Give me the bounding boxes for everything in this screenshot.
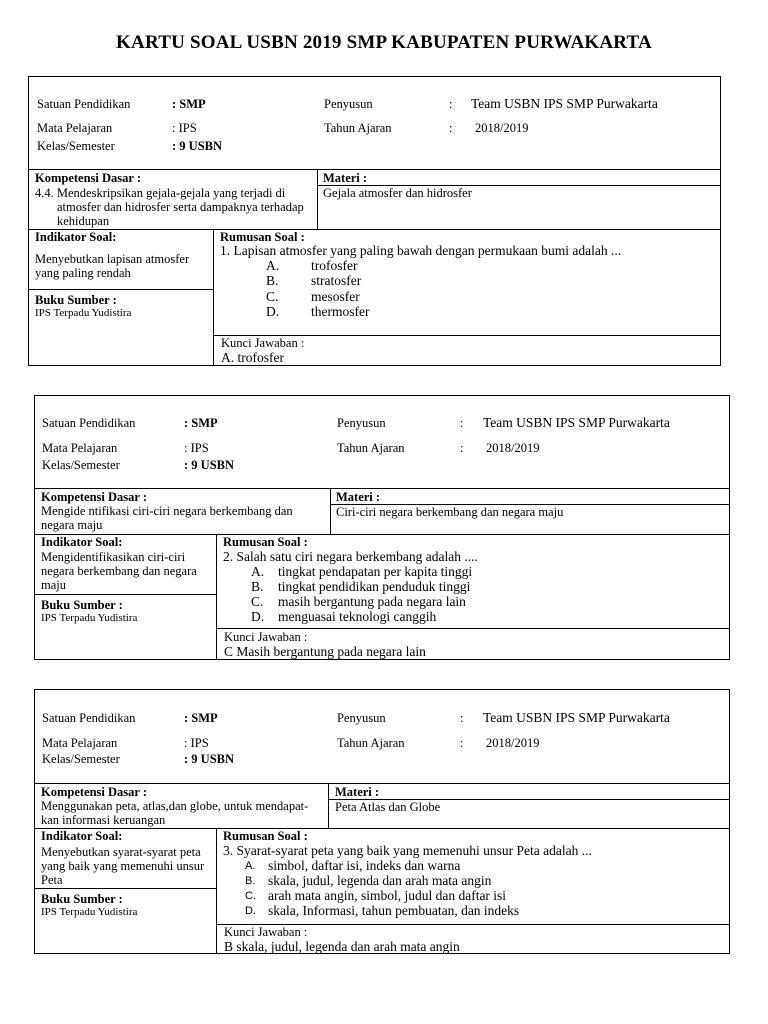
rumusan-soal-label: Rumusan Soal : bbox=[220, 230, 305, 244]
buku-sumber-label: Buku Sumber : bbox=[41, 598, 123, 612]
rumusan-soal-label: Rumusan Soal : bbox=[223, 829, 308, 843]
penyusun-value: Team USBN IPS SMP Purwakarta bbox=[483, 710, 670, 725]
mata-pelajaran-value: : IPS bbox=[184, 736, 209, 750]
buku-sumber-label: Buku Sumber : bbox=[41, 892, 123, 906]
option-text: stratosfer bbox=[311, 273, 362, 288]
penyusun-colon: : bbox=[460, 416, 464, 430]
penyusun-colon: : bbox=[460, 711, 464, 725]
indikator-soal-label: Indikator Soal: bbox=[35, 230, 117, 244]
option-letter: D. bbox=[245, 905, 256, 917]
tahun-ajaran-label: Tahun Ajaran bbox=[337, 441, 405, 455]
tahun-ajaran-label: Tahun Ajaran bbox=[324, 121, 392, 135]
option-text: mesosfer bbox=[311, 289, 360, 304]
option-letter: D. bbox=[266, 304, 280, 319]
kompetensi-dasar-label: Kompetensi Dasar : bbox=[41, 490, 148, 504]
question-card-2 bbox=[34, 395, 730, 660]
option-letter: D. bbox=[251, 609, 265, 624]
kunci-jawaban-text: B skala, judul, legenda dan arah mata angin bbox=[224, 939, 460, 954]
kompetensi-dasar-label: Kompetensi Dasar : bbox=[35, 171, 142, 185]
tahun-ajaran-value: 2018/2019 bbox=[486, 736, 540, 750]
kelas-semester-label: Kelas/Semester bbox=[42, 458, 120, 472]
kelas-semester-value: : 9 USBN bbox=[184, 458, 235, 472]
option-letter: B. bbox=[245, 875, 256, 887]
satuan-pendidikan-value: : SMP bbox=[184, 711, 218, 725]
kunci-jawaban-text: A. trofosfer bbox=[221, 350, 284, 365]
kompetensi-dasar-text: Menggunakan peta, atlas,dan globe, untuk mendapat-kan informasi keruangan bbox=[41, 799, 309, 827]
kompetensi-dasar-label: Kompetensi Dasar : bbox=[41, 785, 148, 799]
option-letter: C. bbox=[245, 890, 256, 902]
satuan-pendidikan-label: Satuan Pendidikan bbox=[37, 97, 131, 111]
option-letter: C. bbox=[251, 594, 264, 609]
page-title: KARTU SOAL USBN 2019 SMP KABUPATEN PURWAKARTA bbox=[116, 32, 652, 53]
option-text: arah mata angin, simbol, judul dan daftar isi bbox=[268, 888, 507, 903]
kunci-jawaban-label: Kunci Jawaban : bbox=[224, 630, 308, 644]
option-letter: A. bbox=[245, 860, 256, 872]
mata-pelajaran-value: : IPS bbox=[172, 121, 197, 135]
mata-pelajaran-label: Mata Pelajaran bbox=[42, 736, 118, 750]
buku-sumber-label: Buku Sumber : bbox=[35, 293, 117, 307]
indikator-soal-text: Menyebutkan syarat-syarat peta yang baik yang memenuhi unsur Peta bbox=[41, 845, 205, 887]
option-text: simbol, daftar isi, indeks dan warna bbox=[268, 858, 461, 873]
option-text: masih bergantung pada negara lain bbox=[278, 594, 466, 609]
kunci-jawaban-label: Kunci Jawaban : bbox=[221, 336, 305, 350]
penyusun-label: Penyusun bbox=[337, 416, 386, 430]
tahun-ajaran-value: 2018/2019 bbox=[475, 121, 529, 135]
tahun-ajaran-colon: : bbox=[460, 736, 464, 750]
penyusun-value: Team USBN IPS SMP Purwakarta bbox=[483, 415, 670, 430]
materi-text: Ciri-ciri negara berkembang dan negara maju bbox=[336, 505, 564, 519]
buku-sumber-text: IPS Terpadu Yudistira bbox=[35, 307, 132, 319]
materi-label: Materi : bbox=[323, 171, 368, 185]
satuan-pendidikan-value: : SMP bbox=[184, 416, 218, 430]
indikator-soal-label: Indikator Soal: bbox=[41, 829, 123, 843]
tahun-ajaran-colon: : bbox=[449, 121, 453, 135]
kelas-semester-value: : 9 USBN bbox=[184, 752, 235, 766]
buku-sumber-text: IPS Terpadu Yudistira bbox=[41, 612, 138, 624]
materi-label: Materi : bbox=[336, 490, 381, 504]
option-text: tingkat pendapatan per kapita tinggi bbox=[278, 564, 473, 579]
indikator-soal-label: Indikator Soal: bbox=[41, 535, 123, 549]
question-text: 2. Salah satu ciri negara berkembang adalah .... bbox=[223, 549, 478, 564]
mata-pelajaran-label: Mata Pelajaran bbox=[37, 121, 113, 135]
question-card-1 bbox=[28, 76, 721, 366]
question-text: 1. Lapisan atmosfer yang paling bawah dengan permukaan bumi adalah ... bbox=[220, 243, 622, 258]
buku-sumber-text: IPS Terpadu Yudistira bbox=[41, 906, 138, 918]
question-text: 3. Syarat-syarat peta yang baik yang memenuhi unsur Peta adalah ... bbox=[223, 843, 592, 858]
materi-label: Materi : bbox=[335, 785, 380, 799]
tahun-ajaran-colon: : bbox=[460, 441, 464, 455]
option-letter: A. bbox=[251, 564, 265, 579]
penyusun-label: Penyusun bbox=[337, 711, 386, 725]
indikator-soal-text: Mengidentifikasikan ciri-ciri negara berkembang dan negara maju bbox=[41, 550, 197, 592]
satuan-pendidikan-value: : SMP bbox=[172, 97, 206, 111]
satuan-pendidikan-label: Satuan Pendidikan bbox=[42, 711, 136, 725]
option-letter: C. bbox=[266, 289, 279, 304]
materi-text: Gejala atmosfer dan hidrosfer bbox=[323, 186, 472, 200]
tahun-ajaran-label: Tahun Ajaran bbox=[337, 736, 405, 750]
option-letter: B. bbox=[251, 579, 264, 594]
penyusun-colon: : bbox=[449, 97, 453, 111]
kunci-jawaban-text: C Masih bergantung pada negara lain bbox=[224, 644, 426, 659]
tahun-ajaran-value: 2018/2019 bbox=[486, 441, 540, 455]
penyusun-label: Penyusun bbox=[324, 97, 373, 111]
option-text: trofosfer bbox=[311, 258, 358, 273]
kompetensi-dasar-text: 4.4. Mendeskripsikan gejala-gejala yang terjadi di atmosfer dan hidrosfer serta dampaknya terhadap kehidupan bbox=[35, 186, 304, 228]
option-text: thermosfer bbox=[311, 304, 370, 319]
rumusan-soal-label: Rumusan Soal : bbox=[223, 535, 308, 549]
kelas-semester-label: Kelas/Semester bbox=[37, 139, 115, 153]
materi-text: Peta Atlas dan Globe bbox=[335, 800, 441, 814]
option-text: tingkat pendidikan penduduk tinggi bbox=[278, 579, 471, 594]
option-text: menguasai teknologi canggih bbox=[278, 609, 437, 624]
kelas-semester-label: Kelas/Semester bbox=[42, 752, 120, 766]
kunci-jawaban-label: Kunci Jawaban : bbox=[224, 925, 308, 939]
kompetensi-dasar-text: Mengide ntifikasi ciri-ciri negara berkembang dan negara maju bbox=[41, 504, 293, 532]
option-letter: A. bbox=[266, 258, 280, 273]
question-card-3 bbox=[34, 689, 730, 954]
kelas-semester-value: : 9 USBN bbox=[172, 139, 223, 153]
satuan-pendidikan-label: Satuan Pendidikan bbox=[42, 416, 136, 430]
mata-pelajaran-label: Mata Pelajaran bbox=[42, 441, 118, 455]
penyusun-value: Team USBN IPS SMP Purwakarta bbox=[471, 96, 658, 111]
option-text: skala, judul, legenda dan arah mata angin bbox=[268, 873, 492, 888]
option-text: skala, Informasi, tahun pembuatan, dan indeks bbox=[268, 903, 520, 918]
option-letter: B. bbox=[266, 273, 279, 288]
indikator-soal-text: Menyebutkan lapisan atmosfer yang paling rendah bbox=[35, 252, 190, 280]
mata-pelajaran-value: : IPS bbox=[184, 441, 209, 455]
